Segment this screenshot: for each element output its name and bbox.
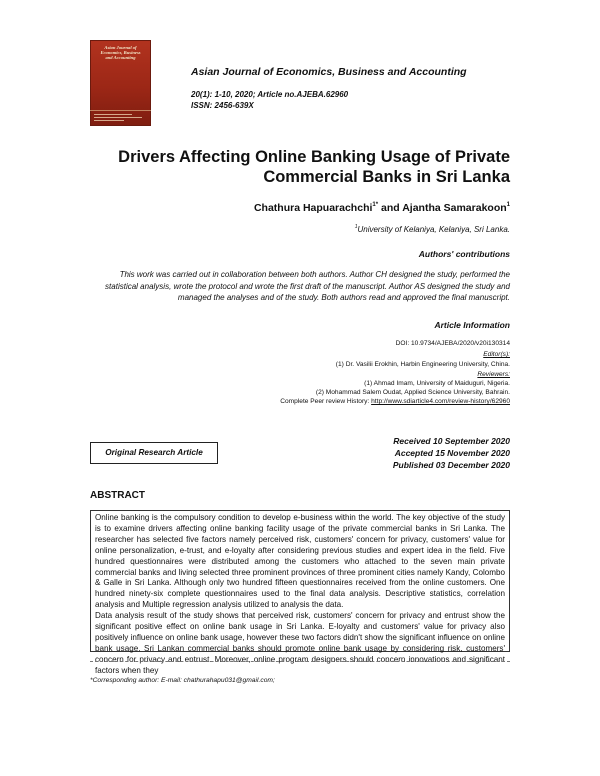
article-type-box: Original Research Article xyxy=(90,442,218,464)
review-history-label: Complete Peer review History: xyxy=(280,398,372,405)
reviewer-entry: (2) Mohammad Salem Oudat, Applied Science University, Bahrain. xyxy=(315,389,510,396)
journal-volume: 20(1): 1-10, 2020; Article no.AJEBA.62960 xyxy=(191,90,349,99)
review-history xyxy=(280,398,510,405)
journal-cover-image xyxy=(90,40,151,126)
cover-text-line xyxy=(94,117,142,118)
footnote-divider xyxy=(90,661,510,662)
abstract-box xyxy=(90,510,510,675)
journal-issn: ISSN: 2456-639X xyxy=(191,101,254,110)
cover-title-line: Economics, Business xyxy=(100,50,141,56)
received-date: Received 10 September 2020 xyxy=(393,436,510,446)
author-separator: and xyxy=(378,202,403,214)
cover-title-line: and Accounting xyxy=(105,55,136,61)
abstract-heading: ABSTRACT xyxy=(90,490,145,501)
abstract-body xyxy=(95,513,505,677)
article-info-heading: Article Information xyxy=(434,320,510,330)
affiliation-mark: 1 xyxy=(354,224,358,230)
affiliation xyxy=(355,224,510,234)
cover-title xyxy=(94,45,147,61)
reviewers-label: Reviewers: xyxy=(477,371,510,378)
doi: DOI: 10.9734/AJEBA/2020/v20i130314 xyxy=(395,340,510,347)
article-title xyxy=(80,147,510,187)
corresponding-author-footnote: *Corresponding author: E-mail: chathurahapu031@gmail.com; xyxy=(90,677,275,684)
author-list xyxy=(254,202,510,214)
affiliation-text: University of Kelaniya, Kelaniya, Sri Lanka. xyxy=(357,225,510,234)
reviewer-entry: (1) Ahmad Imam, University of Maiduguri, Nigeria. xyxy=(364,380,510,387)
editors-label: Editor(s): xyxy=(483,351,510,358)
author-affiliation-mark: 1* xyxy=(372,202,379,208)
author-name: Chathura Hapuarachchi xyxy=(253,202,373,214)
abstract-paragraph: Online banking is the compulsory condition to develop e-business within the world. The key objective of the study is to examine drivers affecting online banking facility usage of the private commercial banks in Sri Lanka. The researcher has selected five factors namely perceived risk, customers' concern for privacy, customers' value for online personalization, e-trust, and e-loyalty after considering previous studies and expert idea in the field. Five hundred questionnaires were distributed among the customers who attached to the seven main private commercial banks and living selected three prominent provinces of three prominent cities namely Kandy, Colombo & Galle in Sri Lanka. Although only two hundred fifteen questionnaires received from the online customers. One hundred ninety-six complete questionnaires used to the final data analysis. Descriptive statistics, correlation analysis and Multiple regression analysis utilized to analysis the data. xyxy=(95,513,505,610)
cover-divider xyxy=(90,110,151,111)
author-affiliation-mark: 1 xyxy=(506,202,510,208)
review-history-link[interactable]: http://www.sdiarticle4.com/review-history/62960 xyxy=(371,398,510,405)
contributions-heading: Authors' contributions xyxy=(418,249,510,259)
cover-text-line xyxy=(94,114,132,115)
published-date: Published 03 December 2020 xyxy=(392,460,510,470)
accepted-date: Accepted 15 November 2020 xyxy=(394,448,510,458)
abstract-paragraph: Data analysis result of the study shows that perceived risk, customers' concern for privacy and entrust show the significant positive effect on online bank usage in Sri Lanka. E-loyalty and customers' value for privacy also positively influence on online bank usage, however these two factors didn't show the significant influence on online bank usage. Sri Lankan commercial banks should promote online bank usage by considering risk, customers' concern for privacy and entrust. Moreover, online program designers should concern innovations and significant factors when they xyxy=(95,611,505,675)
cover-text-line xyxy=(94,120,124,121)
journal-name: Asian Journal of Economics, Business and Accounting xyxy=(191,66,467,78)
article-title-line: Commercial Banks in Sri Lanka xyxy=(263,168,510,186)
cover-title-line: Asian Journal of xyxy=(104,45,137,50)
author-name: Ajantha Samarakoon xyxy=(402,202,507,214)
contributions-text: This work was carried out in collaboration between both authors. Author CH designed the study, performed the statistical analysis, wrote the protocol and wrote the first draft of the manuscript. Author AS designed the study and managed the analyses and of the study. Both authors read and approved the final manuscript. xyxy=(105,270,510,302)
editor-entry: (1) Dr. Vasilii Erokhin, Harbin Engineering University, China. xyxy=(335,361,510,368)
article-title-line: Drivers Affecting Online Banking Usage of Private xyxy=(118,148,510,166)
